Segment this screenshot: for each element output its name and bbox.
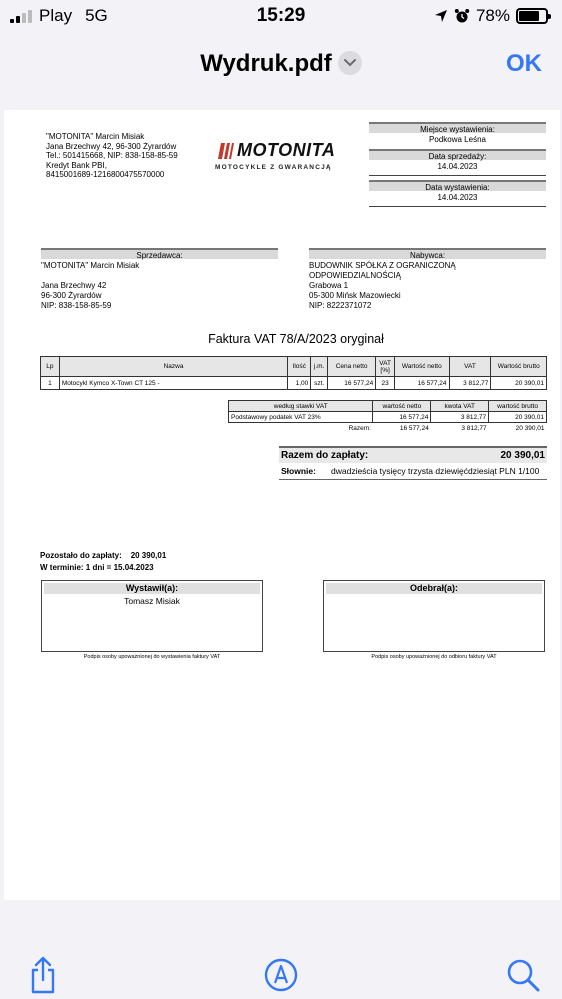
document-title-text: Wydruk.pdf <box>200 50 332 77</box>
logo-brand: MOTONITA <box>237 140 336 160</box>
vat-sum-net: 16 577,24 <box>399 424 429 432</box>
vat-rate-name: Podstawowy podatek VAT 23% <box>229 412 373 423</box>
cell-name: Motocykl Kymco X-Town CT 125 - <box>59 377 287 390</box>
buyer-name: BUDOWNIK SPÓŁKA Z OGRANICZONĄ <box>309 261 456 270</box>
done-button[interactable]: OK <box>506 50 542 77</box>
status-right <box>434 6 548 26</box>
seller-nip: NIP: 838-158-85-59 <box>41 301 112 310</box>
vat-col-rate: według stawki VAT <box>229 401 373 412</box>
markup-icon[interactable] <box>264 958 298 992</box>
vat-sum-vat: 3 812,77 <box>461 424 487 432</box>
cell-lp: 1 <box>41 377 60 390</box>
cell-unit: szt. <box>311 377 328 390</box>
vat-summary-table <box>228 400 547 434</box>
words-value: dwadzieścia tysięcy trzysta dziewięćdziesiąt PLN 1/100 <box>331 466 540 476</box>
vat-gross: 20 390,01 <box>489 412 547 423</box>
issue-date-label: Data wystawienia: <box>369 180 546 191</box>
total-row <box>279 446 547 463</box>
place-value: Podkowa Leśna <box>429 135 486 144</box>
receiver-label: Odebrał(a): <box>326 583 542 594</box>
remaining-label: Pozostało do zapłaty: <box>40 551 122 560</box>
sale-date-label: Data sprzedaży: <box>369 149 546 160</box>
clock: 15:29 <box>256 5 306 26</box>
issuer-signature-box <box>41 580 263 652</box>
remaining-value: 20 390,01 <box>130 551 167 560</box>
seller-header-line: 8415001689-1216800475570000 <box>46 170 165 179</box>
seller-header-line: Kredyt Bank PBI, <box>46 160 107 170</box>
invoice-title: Faktura VAT 78/A/2023 oryginał <box>208 332 384 346</box>
invoice-meta <box>369 122 546 207</box>
buyer-street: Grabowa 1 <box>309 281 349 290</box>
items-table <box>40 356 547 390</box>
col-vat-rate: VAT [%] <box>376 357 395 377</box>
vat-col-vat: kwota VAT <box>431 401 489 412</box>
battery-percent: 78% <box>475 6 510 25</box>
remaining-block <box>40 550 166 574</box>
cell-net-price: 16 577,24 <box>328 377 376 390</box>
cell-net-value: 16 577,24 <box>395 377 449 390</box>
cell-qty: 1,00 <box>288 377 311 390</box>
total-value: 20 390,01 <box>500 450 545 461</box>
table-row <box>41 377 547 390</box>
seller-name: "MOTONITA" Marcin Misiak <box>41 261 140 270</box>
pdf-page[interactable] <box>4 110 560 900</box>
table-row <box>229 412 547 423</box>
company-logo <box>209 140 361 176</box>
seller-label: Sprzedawca: <box>41 248 278 259</box>
logo-tagline: MOTOCYKLE Z GWARANCJĄ <box>215 164 332 171</box>
vat-sum-row <box>229 423 547 434</box>
seller-header-line: "MOTONITA" Marcin Misiak <box>46 132 145 141</box>
col-qty: Ilość <box>288 357 311 377</box>
vat-sum-gross: 20 390,01 <box>515 424 545 432</box>
issuer-label: Wystawił(a): <box>44 583 260 594</box>
total-block <box>279 446 547 480</box>
cell-vat: 3 812,77 <box>449 377 491 390</box>
network-label: 5G <box>85 6 108 25</box>
col-net-value: Wartość netto <box>395 357 449 377</box>
buyer-block <box>309 248 546 311</box>
words-row <box>279 463 547 480</box>
buyer-city: 05-300 Mińsk Mazowiecki <box>309 291 401 300</box>
seller-header <box>46 132 216 180</box>
buyer-name-cont: ODPOWIEDZIALNOŚCIĄ <box>309 271 402 280</box>
sale-date-value: 14.04.2023 <box>369 160 546 176</box>
place-label: Miejsce wystawienia: <box>369 122 546 133</box>
buyer-nip: NIP: 8222371072 <box>309 301 372 310</box>
search-icon[interactable] <box>506 958 540 992</box>
col-net-price: Cena netto <box>328 357 376 377</box>
col-lp: Lp <box>41 357 60 377</box>
vat-header-row <box>229 401 547 412</box>
status-bar <box>0 0 562 34</box>
total-label: Razem do zapłaty: <box>281 450 369 461</box>
issuer-name: Tomasz Misiak <box>124 596 180 606</box>
title-menu-button[interactable] <box>338 51 362 75</box>
vat-col-net: wartość netto <box>373 401 431 412</box>
seller-block <box>41 248 278 311</box>
bottom-toolbar <box>0 940 562 999</box>
issuer-caption: Podpis osoby upoważnionej do wystawienia faktury VAT <box>83 654 221 660</box>
items-header-row <box>41 357 547 377</box>
seller-header-line: Tel.: 501415668, NIP: 838-158-85-59 <box>46 151 178 160</box>
vat-net: 16 577,24 <box>373 412 431 423</box>
cell-gross: 20 390,01 <box>491 377 547 390</box>
alarm-icon <box>454 8 470 24</box>
col-unit: j.m. <box>311 357 328 377</box>
payment-term: W terminie: 1 dni = 15.04.2023 <box>40 563 154 572</box>
vat-amount: 3 812,77 <box>431 412 489 423</box>
battery-icon <box>516 8 548 24</box>
words-label: Słownie: <box>281 466 316 476</box>
receiver-caption: Podpis osoby upoważnionej do odbioru faktury VAT <box>371 654 497 660</box>
document-title[interactable] <box>0 50 562 78</box>
seller-city: 96-300 Żyrardów <box>41 291 102 300</box>
col-gross: Wartość brutto <box>491 357 547 377</box>
vat-col-gross: wartość brutto <box>489 401 547 412</box>
col-vat: VAT <box>449 357 491 377</box>
carrier-label: Play <box>39 6 73 25</box>
nav-bar <box>0 40 562 90</box>
location-icon <box>434 9 448 23</box>
seller-header-line: Jana Brzechwy 42, 96-300 Żyrardów <box>46 141 177 151</box>
seller-street: Jana Brzechwy 42 <box>41 281 107 290</box>
cell-vat-rate: 23 <box>376 377 395 390</box>
receiver-signature-box <box>323 580 545 652</box>
chevron-down-icon <box>343 58 357 68</box>
share-icon[interactable] <box>28 956 58 994</box>
col-name: Nazwa <box>59 357 287 377</box>
buyer-label: Nabywca: <box>309 248 546 259</box>
logo-mark-icon <box>217 143 239 159</box>
issue-date-value: 14.04.2023 <box>369 191 546 207</box>
vat-sum-label: Razem: <box>348 424 371 432</box>
